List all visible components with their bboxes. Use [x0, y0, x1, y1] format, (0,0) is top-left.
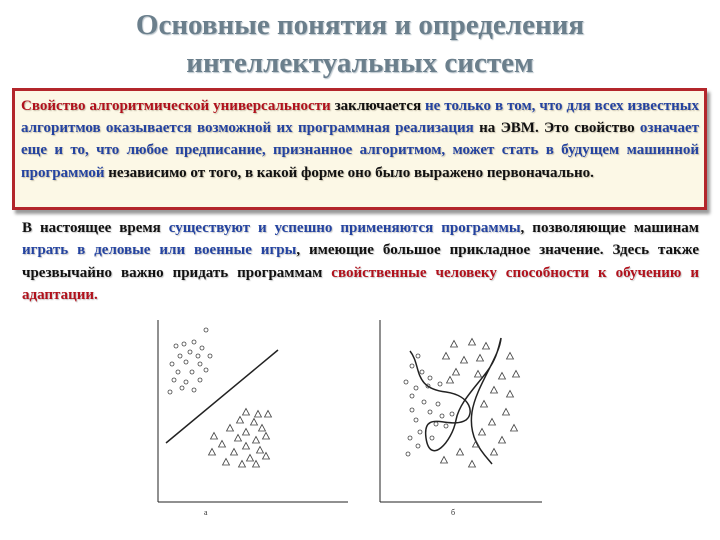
paragraph-highlight-red: свойственные человеку способности к обучению и адаптации.: [22, 264, 699, 304]
plot-b-circle-point: [444, 424, 448, 428]
plot-b-circle-point: [450, 412, 454, 416]
plot-b-separating-curve: [410, 338, 501, 464]
plot-b-circle-point: [428, 410, 432, 414]
plot-a-circle-point: [180, 386, 184, 390]
plot-b-triangle-point: [441, 457, 448, 464]
plot-b-triangle-point: [503, 409, 510, 416]
plot-b-circle-point: [406, 452, 410, 456]
plot-b-circle-point: [428, 376, 432, 380]
plot-a-circle-point: [198, 362, 202, 366]
plot-a-triangle-point: [243, 429, 250, 436]
plot-a-triangle-point: [255, 411, 262, 418]
plot-a-triangle-point: [231, 449, 238, 456]
plot-a-circle-point: [182, 342, 186, 346]
plot-a-circle-point: [184, 360, 188, 364]
plot-b-triangle-point: [507, 391, 514, 398]
title-line-2: интеллектуальных систем: [186, 47, 534, 79]
plot-a-triangle-point: [227, 425, 234, 432]
plot-a-circle-point: [196, 354, 200, 358]
plot-a-circle-point: [200, 346, 204, 350]
plot-a-triangle-point: [251, 419, 258, 426]
plot-a-separating-line: [166, 350, 278, 443]
plot-b-triangle-point: [491, 449, 498, 456]
plot-a-circle-point: [170, 362, 174, 366]
plot-a-circle-point: [208, 354, 212, 358]
plot-a-triangle-point: [253, 461, 260, 468]
title-line-1: Основные понятия и определения: [135, 9, 585, 41]
slide-title: [0, 6, 720, 82]
plot-b-circle-point: [416, 354, 420, 358]
body-paragraph: [22, 217, 699, 307]
plot-b-triangle-point: [507, 353, 514, 360]
plot-a-triangle-point: [265, 411, 272, 418]
plot-b-circle-point: [408, 436, 412, 440]
plot-b-triangle-point: [443, 353, 450, 360]
plot-b-triangle-point: [461, 357, 468, 364]
plot-a-triangle-point: [239, 461, 246, 468]
plot-b-triangle-point: [469, 339, 476, 346]
plot-b-circle-point: [420, 370, 424, 374]
plot-b-triangle-point: [475, 371, 482, 378]
plot-a-triangle-cluster: [209, 409, 272, 468]
plot-a-circle-point: [176, 370, 180, 374]
plot-a-triangle-point: [237, 417, 244, 424]
plot-b-triangle-point: [457, 449, 464, 456]
plot-b-circle-point: [436, 402, 440, 406]
plot-b-triangle-point: [483, 343, 490, 350]
plot-a-triangle-point: [211, 433, 218, 440]
plot-b-circle-point: [410, 408, 414, 412]
plot-a: [158, 320, 348, 502]
plot-a-triangle-point: [259, 425, 266, 432]
definition-text-part: независимо от того, в какой форме оно было выражено первоначально.: [104, 164, 594, 181]
plot-b-circle-point: [404, 380, 408, 384]
plot-a-triangle-point: [257, 447, 264, 454]
plot-b-circle-point: [430, 436, 434, 440]
plot-a-triangle-point: [243, 409, 250, 416]
plot-b-circle-point: [422, 400, 426, 404]
paragraph-text-part: , позволяющие машинам: [520, 220, 700, 236]
plot-b-circle-point: [410, 364, 414, 368]
definition-highlight: не только в том, что для всех известных алгоритмов оказывается возможной их программная реализация: [21, 98, 699, 137]
paragraph-text-part: , имеющие большое прикладное значение. Здесь также чрезвычайно важно придать программам: [22, 242, 699, 281]
plot-a-triangle-point: [243, 443, 250, 450]
plot-a-triangle-point: [253, 437, 260, 444]
plot-a-triangle-point: [263, 453, 270, 460]
plot-b-triangle-point: [491, 387, 498, 394]
plot-b-circle-point: [438, 382, 442, 386]
plot-b-triangle-point: [489, 419, 496, 426]
plot-b-triangle-point: [499, 437, 506, 444]
plot-b-circle-point: [440, 414, 444, 418]
plot-b-triangle-point: [447, 377, 454, 384]
plot-a-triangle-point: [223, 459, 230, 466]
plot-b-label: б: [451, 508, 456, 517]
plot-b-triangle-point: [511, 425, 518, 432]
plot-b-triangle-point: [499, 373, 506, 380]
plot-a-triangle-point: [247, 455, 254, 462]
plot-a-triangle-point: [263, 433, 270, 440]
definition-box: [12, 88, 707, 210]
plot-a-circle-point: [204, 328, 208, 332]
definition-text-part: заключается: [330, 98, 426, 114]
plot-a-circle-point: [174, 344, 178, 348]
paragraph-highlight: играть в деловые или военные игры: [22, 242, 297, 259]
plot-b-triangle-point: [453, 369, 460, 376]
plot-a-circle-cluster: [168, 328, 212, 394]
plot-b-circle-point: [414, 418, 418, 422]
plot-b-triangle-point: [481, 401, 488, 408]
classification-figures: [150, 316, 550, 526]
plot-b-circle-point: [418, 430, 422, 434]
plot-b-triangle-point: [479, 429, 486, 436]
plot-a-triangle-point: [235, 435, 242, 442]
plot-a-label: а: [204, 508, 208, 517]
plot-a-circle-point: [188, 350, 192, 354]
definition-term: Свойство алгоритмической универсальности: [21, 98, 331, 114]
plot-a-circle-point: [198, 378, 202, 382]
definition-text: [21, 95, 699, 184]
plot-a-circle-point: [178, 354, 182, 358]
plot-b-circle-point: [410, 394, 414, 398]
plot-b-triangle-point: [451, 341, 458, 348]
plot-a-circle-point: [190, 370, 194, 374]
definition-highlight: означает еще и то, что любое предписание, признанное алгоритмом, может стать в будущем машинной программой: [21, 120, 699, 181]
plot-a-circle-point: [192, 340, 196, 344]
plot-a-circle-point: [184, 380, 188, 384]
plot-a-circle-point: [204, 368, 208, 372]
figures-svg: [150, 316, 550, 526]
definition-text-part: на ЭВМ. Это свойство: [473, 120, 640, 137]
paragraph-text-part: В настоящее время: [22, 220, 169, 236]
plot-a-circle-point: [192, 388, 196, 392]
plot-a-circle-point: [168, 390, 172, 394]
plot-a-triangle-point: [209, 449, 216, 456]
plot-b-triangle-point: [513, 371, 520, 378]
plot-b-triangle-point: [477, 355, 484, 362]
plot-b-triangle-point: [469, 461, 476, 468]
plot-a-circle-point: [172, 378, 176, 382]
plot-b: [380, 320, 542, 502]
paragraph-highlight: существуют и успешно применяются программы: [168, 220, 521, 236]
plot-b-circle-point: [416, 444, 420, 448]
plot-a-triangle-point: [219, 441, 226, 448]
plot-b-circle-point: [434, 422, 438, 426]
plot-b-circle-point: [414, 386, 418, 390]
